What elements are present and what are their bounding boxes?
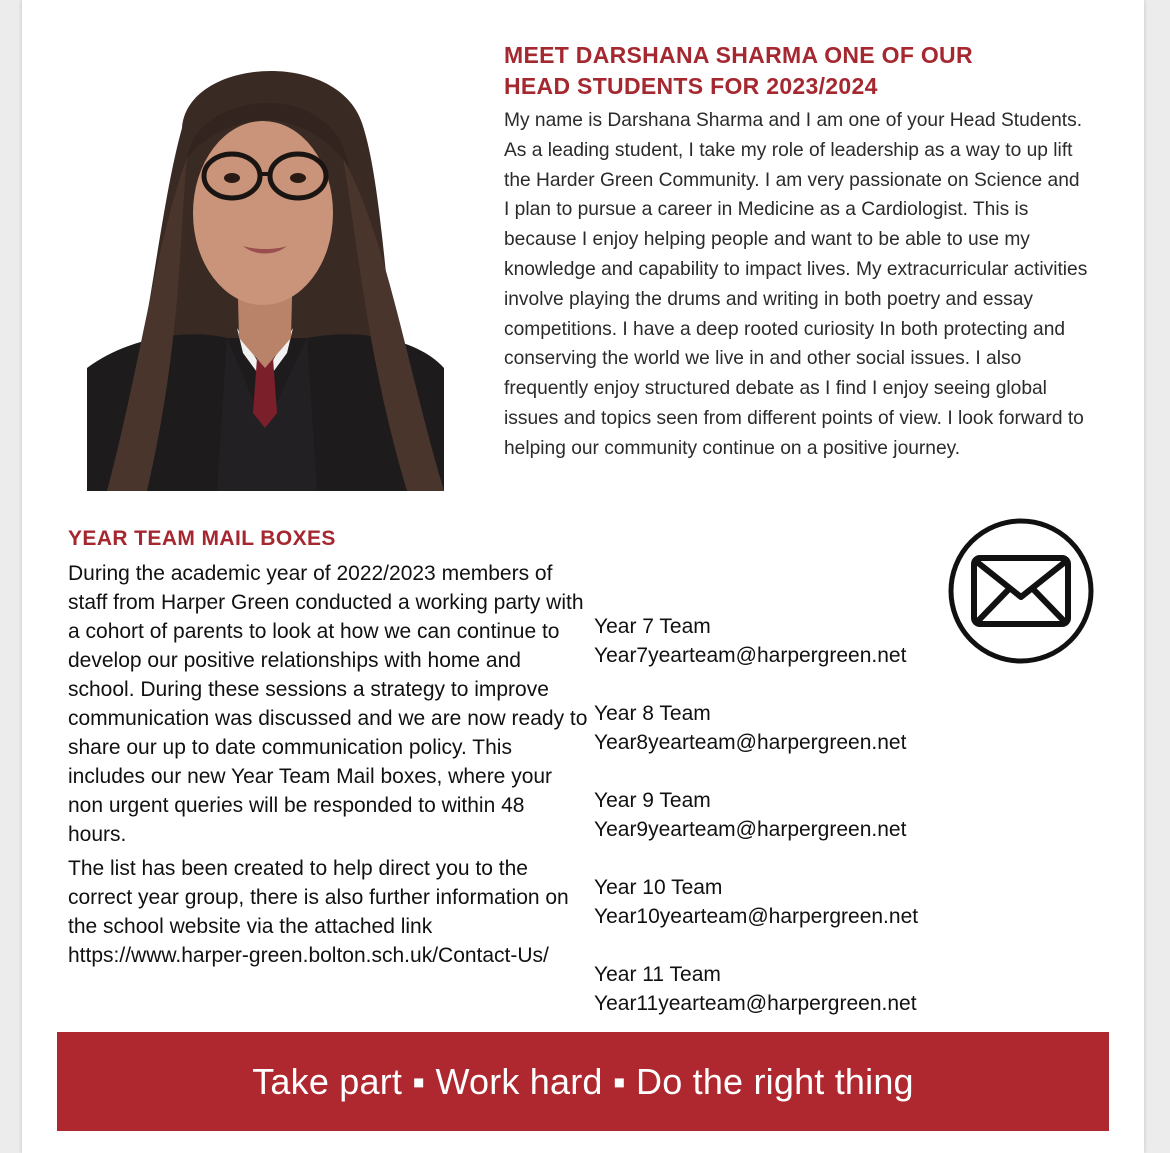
team-name: Year 8 Team bbox=[594, 702, 711, 725]
team-contact bbox=[594, 873, 1014, 931]
mailboxes-heading: YEAR TEAM MAIL BOXES bbox=[68, 527, 336, 550]
team-email[interactable]: Year9yearteam@harpergreen.net bbox=[594, 818, 907, 841]
newsletter-page bbox=[22, 0, 1144, 1153]
team-contact bbox=[594, 960, 1014, 1018]
motto-text: Take part ▪ Work hard ▪ Do the right thing bbox=[252, 1060, 914, 1102]
team-contact bbox=[594, 786, 1014, 844]
profile-headline bbox=[504, 40, 1104, 102]
profile-bio: My name is Darshana Sharma and I am one of your Head Students. As a leading student, I take my role of leadership as a way to up lift the Harder Green Community. I am very passionate on Science and I plan to pursue a career in Medicine as a Cardiologist. This is because I enjoy helping people and want to be able to use my knowledge and capability to impact lives. My extracurricular activities involve playing the drums and writing in both poetry and essay competitions. I have a deep rooted curiosity In both protecting and conserving the world we live in and other social issues. I also frequently enjoy structured debate as I find I enjoy seeing global issues and topics seen from different points of view. I look forward to helping our community continue on a positive journey. bbox=[504, 110, 1088, 459]
headline-line-1: MEET DARSHANA SHARMA ONE OF OUR bbox=[504, 42, 973, 68]
mailboxes-paragraph-2: The list has been created to help direct you to the correct year group, there is also further information on the school website via the attached link https://www.harper-green.bolton.sch.uk/Contact-Us/ bbox=[68, 857, 569, 967]
team-name: Year 10 Team bbox=[594, 876, 723, 899]
team-contact bbox=[594, 699, 1014, 757]
student-photo bbox=[87, 38, 444, 491]
team-name: Year 11 Team bbox=[594, 963, 721, 986]
mailboxes-paragraph-1: During the academic year of 2022/2023 members of staff from Harper Green conducted a working party with a cohort of parents to look at how we can continue to develop our positive relationships with home and school. During these sessions a strategy to improve communication was discussed and we are now ready to share our up to date communication policy. This includes our new Year Team Mail boxes, where your non urgent queries will be responded to within 48 hours. bbox=[68, 562, 588, 846]
team-email[interactable]: Year8yearteam@harpergreen.net bbox=[594, 731, 907, 754]
team-name: Year 7 Team bbox=[594, 615, 711, 638]
team-name: Year 9 Team bbox=[594, 789, 711, 812]
mailboxes-body bbox=[68, 559, 588, 970]
envelope-icon bbox=[947, 517, 1095, 665]
team-contact-list bbox=[594, 612, 1014, 1018]
motto-banner bbox=[57, 1032, 1109, 1131]
team-email[interactable]: Year7yearteam@harpergreen.net bbox=[594, 644, 907, 667]
headline-line-2: HEAD STUDENTS FOR 2023/2024 bbox=[504, 73, 878, 99]
team-email[interactable]: Year10yearteam@harpergreen.net bbox=[594, 905, 919, 928]
team-email[interactable]: Year11yearteam@harpergreen.net bbox=[594, 992, 917, 1015]
